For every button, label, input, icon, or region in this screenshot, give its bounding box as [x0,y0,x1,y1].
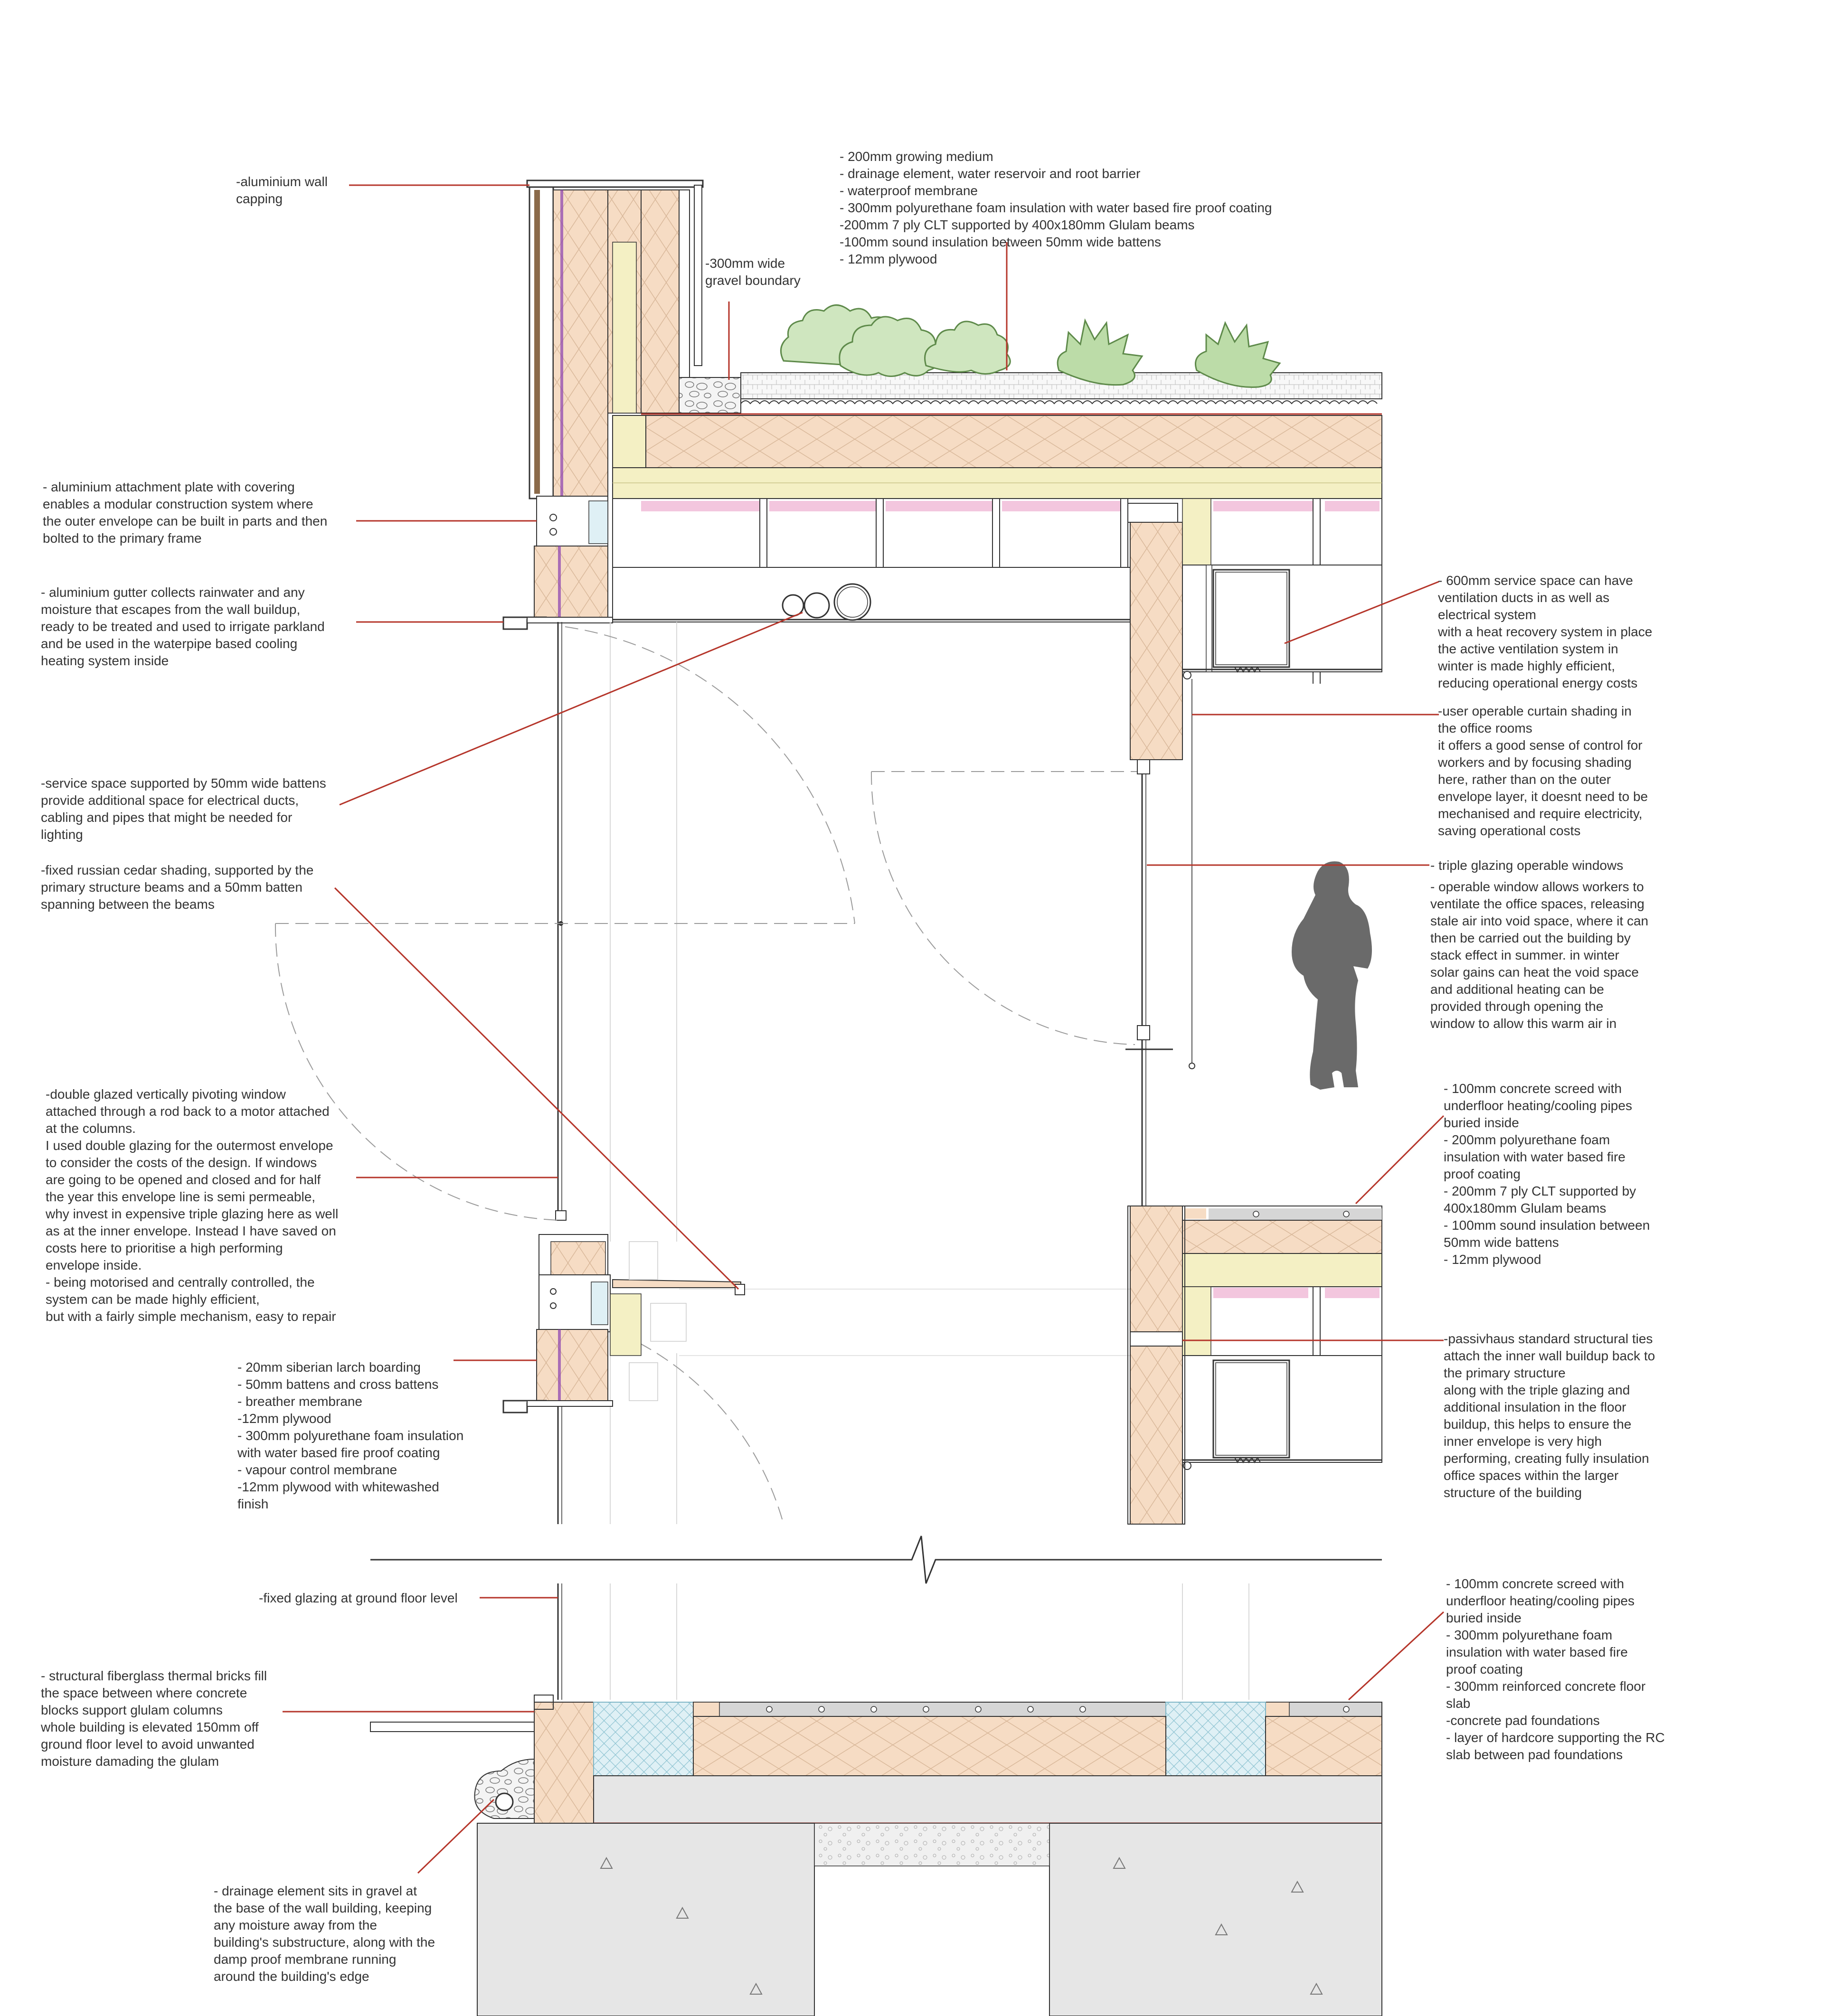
cedar-shading [613,1280,745,1295]
note-service-battens: -service space supported by 50mm wide battens provide additional space for electrical ducts, cabling and pipes that might be needed for lighting [41,776,326,842]
note-gutter: - aluminium gutter collects rainwater and any moisture that escapes from the wall buildup, ready to be treated and used to irrigate parkland and be used in the waterpipe based cooling heating system inside [41,585,325,668]
attachment-plate [534,496,608,617]
note-drainage: - drainage element sits in gravel at the base of the wall building, keeping any moisture away from the building's substructure, along with the damp proof membrane running around the building's edge [214,1884,435,1984]
note-thermal-bricks: - structural fiberglass thermal bricks fill the space between where concrete blocks support glulam columns whole building is elevated 150mm off ground floor level to avoid unwanted moisture damading the glulam [41,1668,267,1769]
inner-wall-floor [1128,1206,1382,1524]
outer-glazing [556,622,566,1700]
column-lines [610,622,1249,1700]
outer-wall-mid [503,1234,686,1413]
note-floor-buildup: - 100mm concrete screed with underfloor heating/cooling pipes buried inside - 200mm polyurethane foam insulation with water based fire proof coating - 200mm 7 ply CLT supported by 400x180mm Glulam beams - 100mm sound insulation between 50mm wide battens - 12mm plywood [1444,1081,1650,1267]
note-service-space-600: - 600mm service space can have ventilation ducts in as well as electrical system with a heat recovery system in place the active ventilation system in winter is made highly efficient, reducing operational energy costs [1438,573,1653,690]
note-fixed-glazing: -fixed glazing at ground floor level [259,1591,458,1605]
note-operable-window: - operable window allows workers to ventilate the office spaces, releasing stale air into void space, where it can then be carried out the building by stack effect in summer. in winter solar gains can heat the void space and additional heating can be provided through opening the window to allow this warm air in [1430,879,1649,1031]
note-curtain-shading: -user operable curtain shading in the office rooms it offers a good sense of control for workers and by focusing shading here, rather than on the outer envelope layer, it doesnt need to be mechanised and require electricity, saving operational costs [1438,704,1648,838]
note-pivot-window: -double glazed vertically pivoting window attached through a rod back to a motor attached at the columns. I used double glazing for the outermost envelope to consider the costs of the design. If windows are going to be opened and closed and for half the year this envelope line is semi permeable, why invest in expensive triple glazing here as well as at the inner envelope. Instead I have saved on costs here to prioritise a high performing envelope inside. - being motorised and centrally controlled, the system can be made highly efficient, but with a fairly simple mechanism, easy to repair [46,1087,339,1324]
note-wall-capping: -aluminium wall capping [236,174,328,206]
note-cedar-shading: -fixed russian cedar shading, supported by the primary structure beams and a 50mm batten spanning between the beams [41,863,314,912]
note-attachment-plate: - aluminium attachment plate with covering enables a modular construction system where the outer envelope can be built in parts and then bolted to the primary frame [43,480,328,546]
note-ground-floor: - 100mm concrete screed with underfloor heating/cooling pipes buried inside - 300mm polyurethane foam insulation with water based fire proof coating - 300mm reinforced concrete floor slab -concrete pad foundations - layer of hardcore supporting the RC slab between pad foundations [1446,1576,1665,1762]
gravel-boundary [679,377,741,413]
foundations [477,1823,1382,2016]
section-break-icon [370,1536,1382,1583]
note-gravel-boundary: -300mm wide gravel boundary [705,256,801,288]
person-silhouette [1292,861,1372,1090]
note-passivhaus-ties: -passivhaus standard structural ties attach the inner wall buildup back to the primary structure along with the triple glazing and additional insulation in the floor buildup, this helps to ensure the inner envelope is very high performing, creating fully insulation office spaces within the larger structure of the building [1444,1331,1655,1500]
note-triple-glazing: - triple glazing operable windows [1430,858,1624,873]
note-wall-buildup: - 20mm siberian larch boarding - 50mm battens and cross battens - breather membrane -12mm plywood - 300mm polyurethane foam insulation with water based fire proof coating - vapour control membrane -12mm plywood with whitewashed finish [237,1360,464,1511]
note-roof-buildup: - 200mm growing medium - drainage element, water reservoir and root barrier - waterproof membrane - 300mm polyurethane foam insulation with water based fire proof coating -200mm 7 ply CLT supported by 400x180mm Glulam beams -100mm sound insulation between 50mm wide battens - 12mm plywood [840,149,1272,266]
